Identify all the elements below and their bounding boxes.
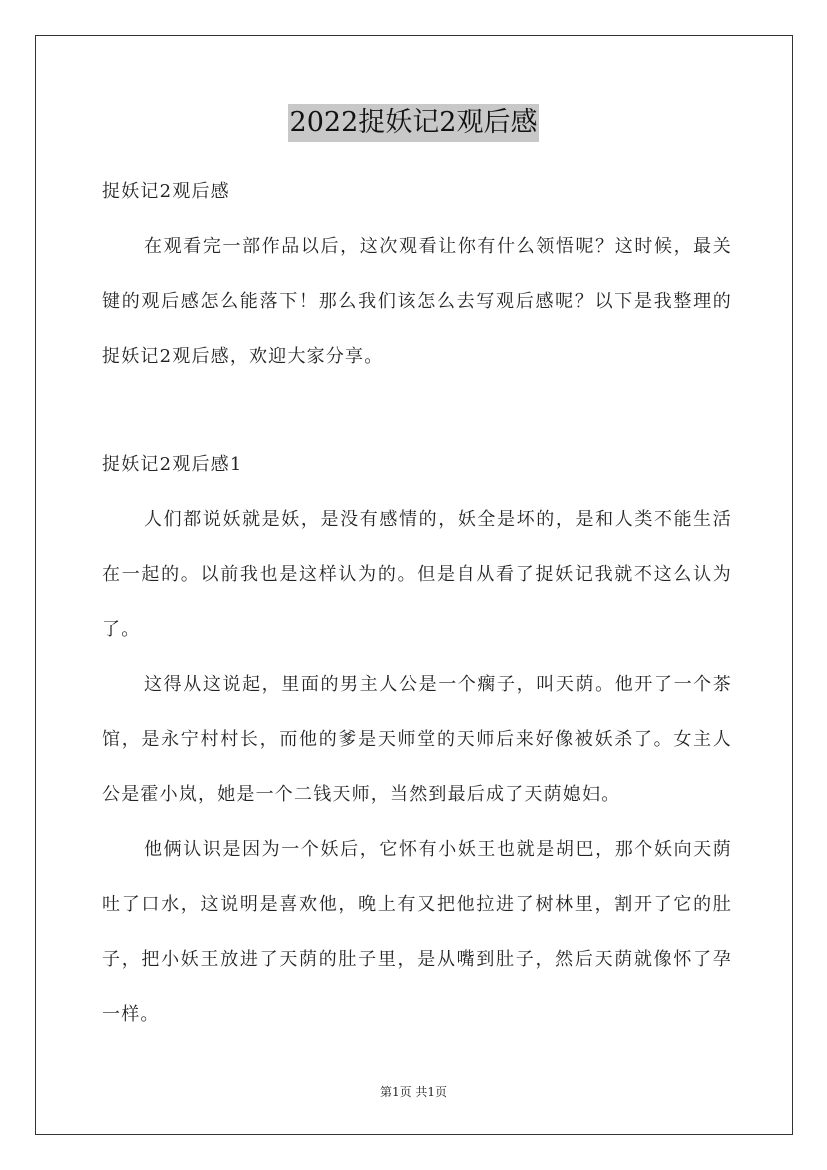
page-number: 第1页 共1页 — [379, 1085, 448, 1099]
page-footer — [0, 1083, 827, 1100]
document-title: 2022捉妖记2观后感 — [288, 104, 540, 142]
section-heading-block — [102, 451, 732, 479]
body-paragraph: 这得从这说起，里面的男主人公是一个瘸子，叫天荫。他开了一个茶馆，是永宁村村长，而他的爹是天师堂的天师后来好像被妖杀了。女主人公是霍小岚，她是一个二钱天师，当然到最后成了天荫媳妇。 — [102, 674, 732, 805]
body-paragraph: 人们都说妖就是妖，是没有感情的，妖全是坏的，是和人类不能生活在一起的。以前我也是这样认为的。但是自从看了捉妖记我就不这么认为了。 — [102, 509, 732, 640]
subtitle-block — [102, 178, 732, 206]
document-subtitle: 捉妖记2观后感 — [102, 181, 230, 202]
section-heading: 捉妖记2观后感1 — [102, 454, 243, 475]
intro-paragraph: 在观看完一部作品以后，这次观看让你有什么领悟呢？这时候，最关键的观后感怎么能落下！那么我们该怎么去写观后感呢？以下是我整理的捉妖记2观后感，欢迎大家分享。 — [102, 236, 732, 367]
body-paragraph: 他俩认识是因为一个妖后，它怀有小妖王也就是胡巴，那个妖向天荫吐了口水，这说明是喜欢他，晚上有又把他拉进了树林里，割开了它的肚子，把小妖王放进了天荫的肚子里，是从嘴到肚子，然后天荫就像怀了孕一样。 — [102, 839, 732, 1025]
body-block — [102, 492, 732, 1042]
intro-block — [102, 219, 732, 384]
document-title-container — [0, 104, 827, 142]
